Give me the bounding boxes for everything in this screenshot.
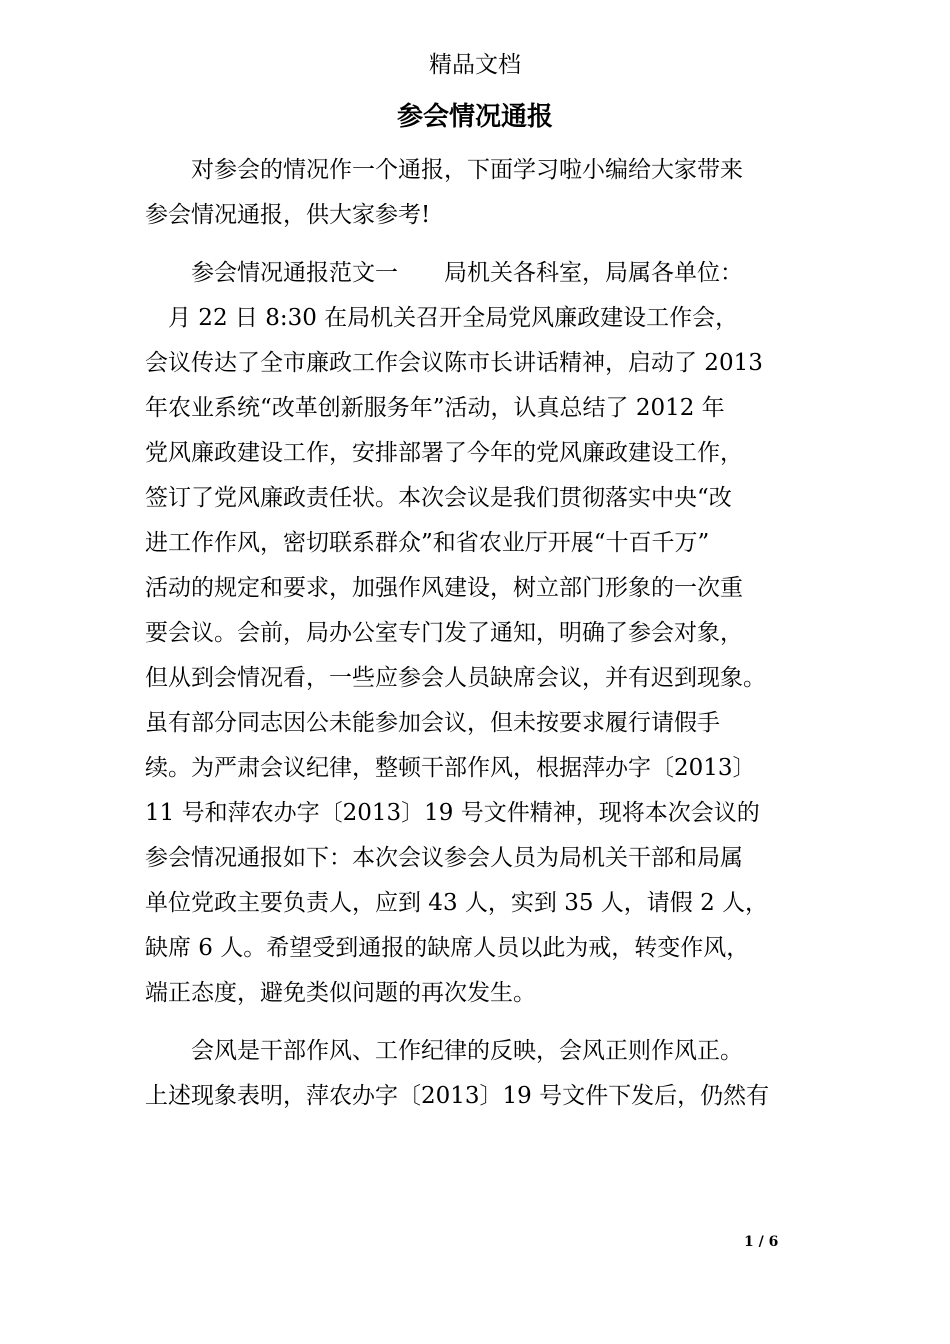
body-line: 续。为严肃会议纪律，整顿干部作风，根据萍办字〔2013〕 (145, 755, 756, 781)
body-line: 活动的规定和要求，加强作风建设，树立部门形象的一次重 (145, 575, 743, 601)
body-line: 上述现象表明，萍农办字〔2013〕19 号文件下发后，仍然有 (145, 1083, 770, 1109)
body-line: 对参会的情况作一个通报，下面学习啦小编给大家带来 (145, 157, 743, 183)
body-line: 签订了党风廉政责任状。本次会议是我们贯彻落实中央“改 (145, 485, 732, 511)
body-line: 要会议。会前，局办公室专门发了通知，明确了参会对象， (145, 620, 743, 646)
body-line: 参会情况通报如下：本次会议参会人员为局机关干部和局属 (145, 845, 743, 871)
body-line: 11 号和萍农办字〔2013〕19 号文件精神，现将本次会议的 (145, 800, 760, 826)
body-line: 进工作作风，密切联系群众”和省农业厅开展“十百千万” (145, 530, 710, 556)
body-line: 虽有部分同志因公未能参加会议，但未按要求履行请假手 (145, 710, 720, 736)
paragraph-gap (145, 1016, 825, 1029)
body-line: 会议传达了全市廉政工作会议陈市长讲话精神，启动了 2013 (145, 350, 763, 376)
page-header: 精品文档 (429, 52, 521, 78)
body-line: 党风廉政建设工作，安排部署了今年的党风廉政建设工作， (145, 440, 743, 466)
body-line: 缺席 6 人。希望受到通报的缺席人员以此为戒，转变作风， (145, 935, 750, 961)
body-line: 端正态度，避免类似问题的再次发生。 (145, 980, 536, 1006)
document-body (145, 148, 825, 1119)
page-number: 1 / 6 (744, 1234, 779, 1250)
body-line: 单位党政主要负责人，应到 43 人，实到 35 人，请假 2 人， (145, 890, 769, 916)
document-title: 参会情况通报 (396, 102, 553, 132)
body-line: 月 22 日 8:30 在局机关召开全局党风廉政建设工作会， (145, 305, 739, 331)
body-line: 参会情况通报，供大家参考! (145, 202, 431, 228)
body-line: 参会情况通报范文一 局机关各科室，局属各单位： (145, 260, 743, 286)
body-line: 年农业系统“改革创新服务年”活动，认真总结了 2012 年 (145, 395, 725, 421)
body-line: 但从到会情况看，一些应参会人员缺席会议，并有迟到现象。 (145, 665, 766, 691)
body-line: 会风是干部作风、工作纪律的反映，会风正则作风正。 (145, 1038, 743, 1064)
paragraph-gap (145, 238, 825, 251)
